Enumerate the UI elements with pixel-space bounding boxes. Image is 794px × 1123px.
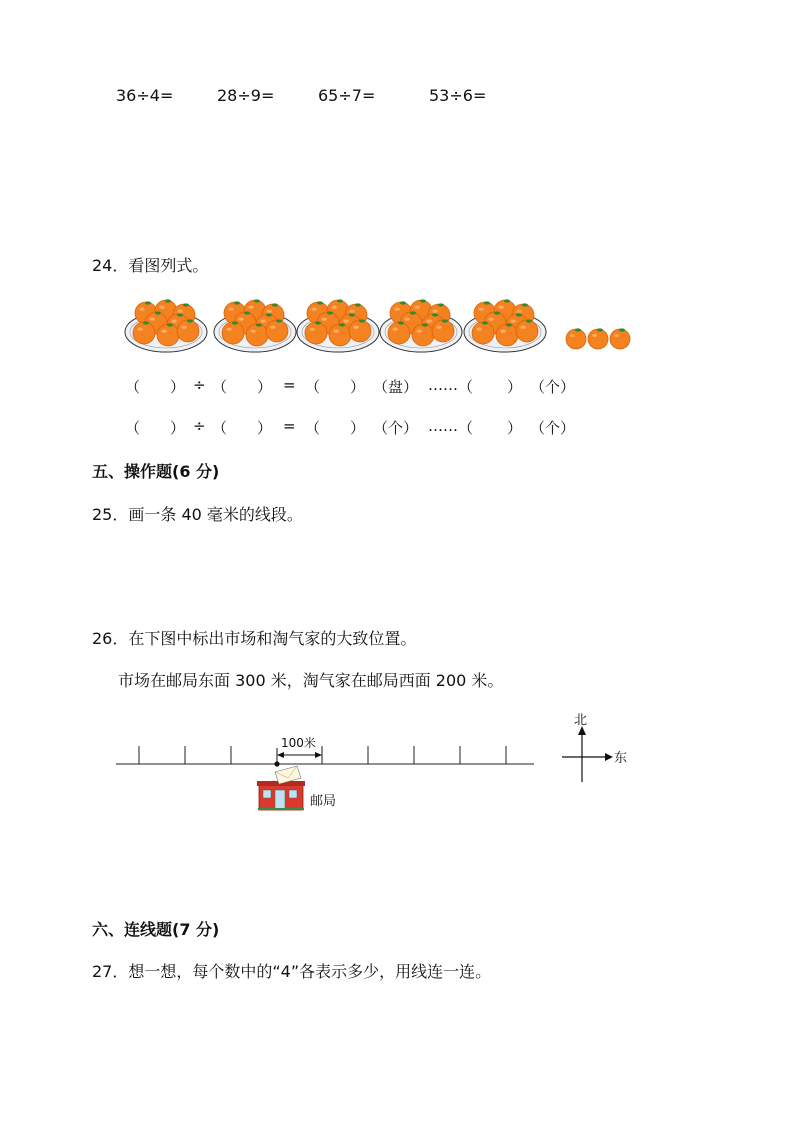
divide-sign: ÷ xyxy=(193,376,206,394)
paren-open: （ xyxy=(458,378,474,396)
unit-plate: （盘） xyxy=(373,378,419,396)
paren-open: （ xyxy=(305,419,321,437)
plate-2 xyxy=(214,299,296,352)
orange xyxy=(157,323,179,346)
orange xyxy=(432,319,454,342)
q25-title: 25．画一条 40 毫米的线段。 xyxy=(92,505,303,524)
compass xyxy=(562,726,613,782)
orange xyxy=(133,321,155,344)
section-5-title: 五、操作题(6 分) xyxy=(92,462,220,481)
paren-close: ） xyxy=(350,419,366,437)
divide-sign: ÷ xyxy=(193,417,206,435)
division-problem-4: 53÷6= xyxy=(429,86,487,105)
remainder-dots: …… xyxy=(428,417,458,435)
paren-close: ） xyxy=(507,419,523,437)
paren-open: （ xyxy=(458,419,474,437)
scale-arrow-right-head xyxy=(315,752,322,758)
scale-arrow-left-head xyxy=(277,752,284,758)
q26-title: 26．在下图中标出市场和淘气家的大致位置。 xyxy=(92,629,417,648)
paren-open: （ xyxy=(212,419,228,437)
paren-open: （ xyxy=(212,378,228,396)
equals-sign: = xyxy=(283,376,296,394)
orange xyxy=(305,321,327,344)
orange xyxy=(329,323,351,346)
paren-close: ） xyxy=(170,378,186,396)
orange xyxy=(246,323,268,346)
plate-5 xyxy=(464,299,546,352)
orange xyxy=(566,328,586,349)
plate-3 xyxy=(297,299,379,352)
orange xyxy=(588,328,608,349)
post-office-icon xyxy=(257,766,305,810)
unit-piece: （个） xyxy=(373,419,419,437)
q27-title: 27．想一想，每个数中的“4”各表示多少，用线连一连。 xyxy=(92,962,492,981)
orange xyxy=(177,319,199,342)
orange xyxy=(222,321,244,344)
paren-close: ） xyxy=(350,378,366,396)
paren-open: （ xyxy=(125,419,141,437)
plate-1 xyxy=(125,299,207,352)
remainder-dots: …… xyxy=(428,376,458,394)
paren-close: ） xyxy=(507,378,523,396)
paren-close: ） xyxy=(257,378,273,396)
post-office-label: 邮局 xyxy=(310,794,337,809)
q26-description: 市场在邮局东面 300 米，淘气家在邮局西面 200 米。 xyxy=(118,671,504,690)
scale-label: 100米 xyxy=(281,736,316,750)
orange xyxy=(472,321,494,344)
section-6-title: 六、连线题(7 分) xyxy=(92,920,220,939)
division-problem-1: 36÷4= xyxy=(116,86,174,105)
orange xyxy=(496,323,518,346)
plate-4 xyxy=(380,299,462,352)
orange xyxy=(516,319,538,342)
orange xyxy=(412,323,434,346)
equals-sign: = xyxy=(283,417,296,435)
unit-piece: （个） xyxy=(530,419,576,437)
paren-open: （ xyxy=(125,378,141,396)
unit-piece: （个） xyxy=(530,378,576,396)
paren-close: ） xyxy=(257,419,273,437)
orange xyxy=(388,321,410,344)
orange xyxy=(610,328,630,349)
position-diagram xyxy=(0,700,794,820)
post-office-point xyxy=(274,761,279,766)
paren-close: ） xyxy=(170,419,186,437)
paren-open: （ xyxy=(305,378,321,396)
division-problem-3: 65÷7= xyxy=(318,86,376,105)
orange xyxy=(349,319,371,342)
orange xyxy=(266,319,288,342)
q24-title: 24．看图列式。 xyxy=(92,256,209,275)
oranges-figure xyxy=(0,0,794,380)
east-label: 东 xyxy=(614,751,628,766)
division-problem-2: 28÷9= xyxy=(217,86,275,105)
north-label: 北 xyxy=(574,713,588,728)
